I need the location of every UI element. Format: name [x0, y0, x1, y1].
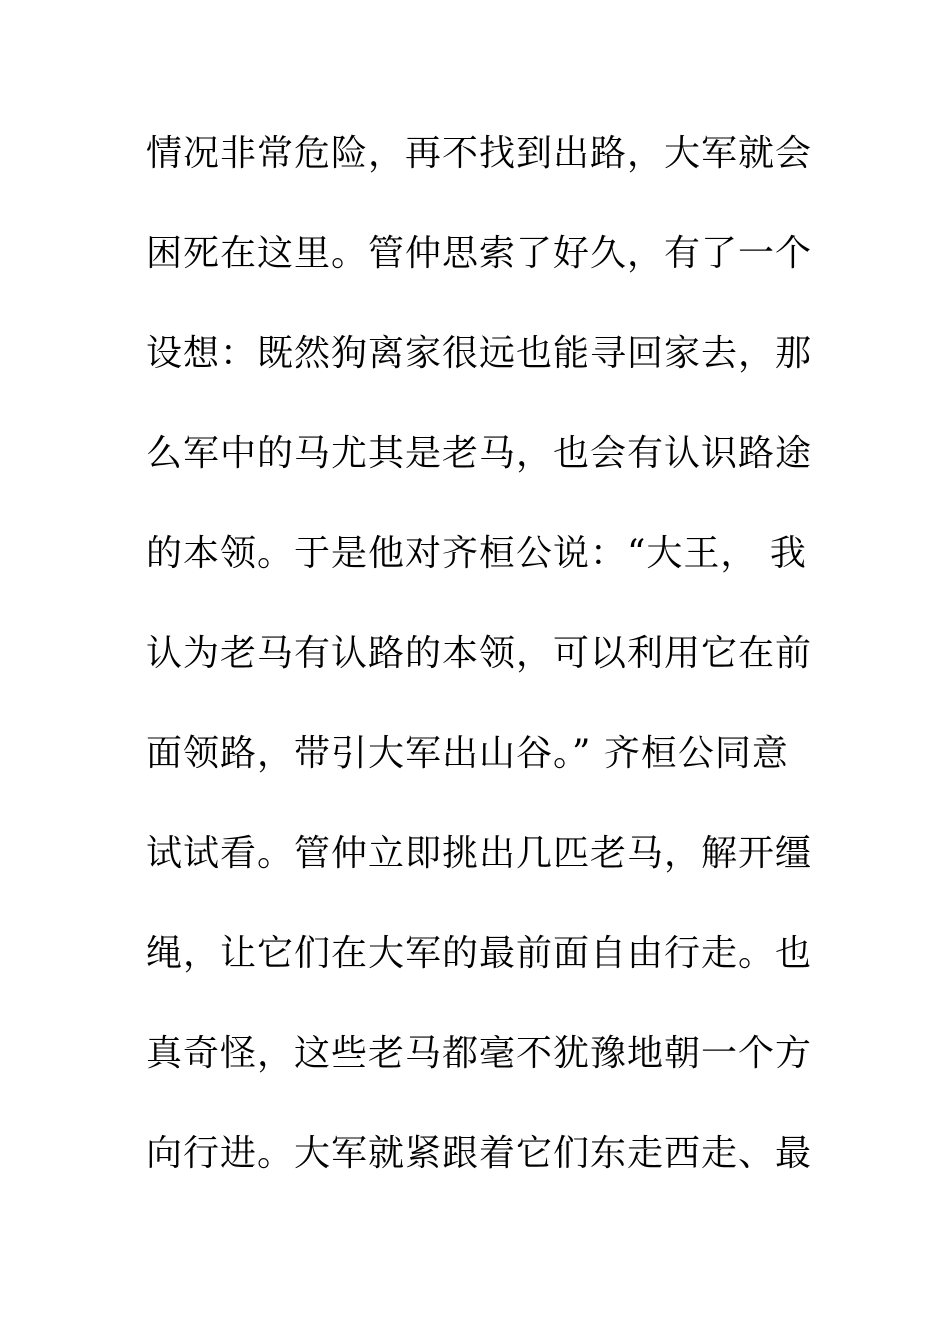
text-line-7: 面领路，带引大军出山谷。” 齐桓公同意 — [146, 733, 789, 774]
text-line-1: 情况非常危险，再不找到出路，大军就会 — [146, 133, 813, 174]
text-line-3: 设想：既然狗离家很远也能寻回家去，那 — [146, 333, 813, 374]
text-line-8: 试试看。管仲立即挑出几匹老马，解开缰 — [146, 833, 813, 874]
text-line-11: 向行进。大军就紧跟着它们东走西走、最 — [146, 1133, 813, 1174]
text-line-6: 认为老马有认路的本领，可以利用它在前 — [146, 633, 813, 674]
text-line-9: 绳，让它们在大军的最前面自由行走。也 — [146, 933, 813, 974]
text-line-5: 的本领。于是他对齐桓公说：“大王， 我 — [146, 533, 807, 574]
text-line-10: 真奇怪，这些老马都毫不犹豫地朝一个方 — [146, 1033, 813, 1074]
body-text — [146, 126, 826, 1226]
text-line-2: 困死在这里。管仲思索了好久，有了一个 — [146, 233, 813, 274]
text-line-4: 么军中的马尤其是老马，也会有认识路途 — [146, 433, 813, 474]
